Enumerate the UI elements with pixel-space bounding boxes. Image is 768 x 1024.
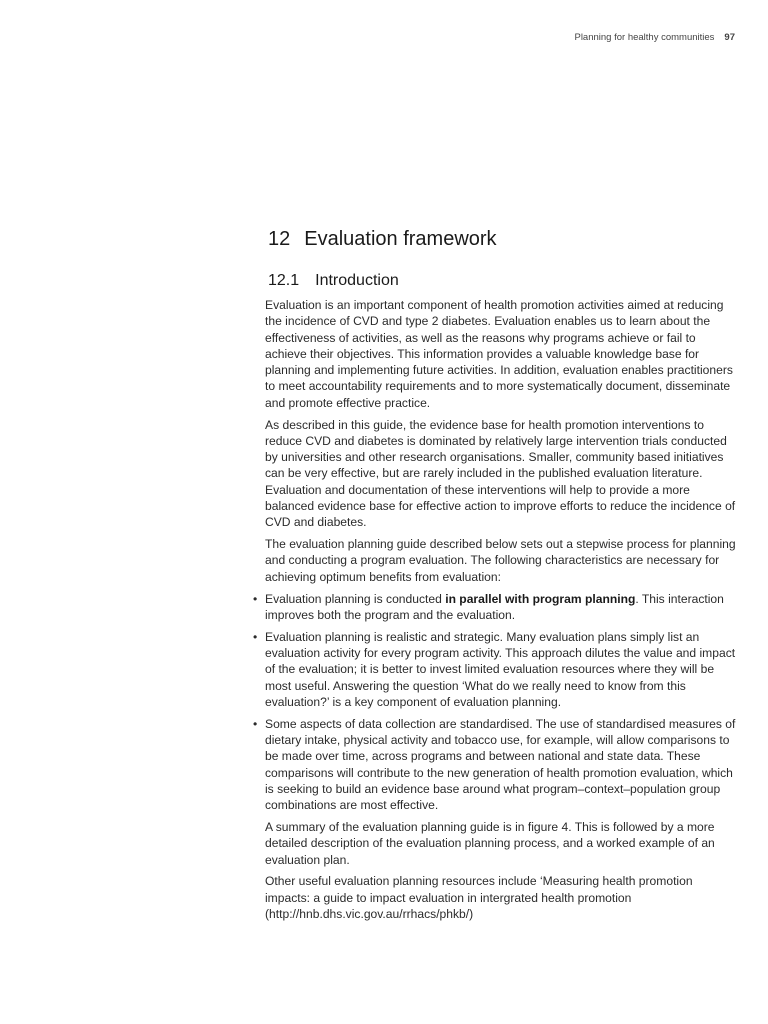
list-item	[253, 716, 739, 814]
section-title-text: Introduction	[315, 272, 399, 289]
running-header	[574, 32, 735, 43]
chapter-number: 12	[268, 228, 291, 250]
list-item-emphasis: in parallel with program planning	[445, 591, 636, 606]
characteristics-list	[253, 591, 739, 814]
list-item-text: Evaluation planning is conducted	[265, 591, 446, 606]
list-item	[253, 629, 739, 710]
running-title: Planning for healthy communities	[574, 32, 715, 43]
chapter-title	[268, 228, 497, 251]
list-item-text: Some aspects of data collection are standardised. The use of standardised measures of dietary intake, physical activity and tobacco use, for example, will allow comparisons to be made over time, across programs and between national and state data. These comparisons will contribute to the new generation of health promotion evaluation, which is seeking to build an evidence base around what program–context–population group combinations are most effective.	[265, 716, 736, 813]
section-title	[268, 272, 399, 290]
paragraph: A summary of the evaluation planning guide is in figure 4. This is followed by a more detailed description of the evaluation planning process, and a worked example of an evaluation plan.	[265, 819, 715, 867]
page-number: 97	[724, 32, 735, 43]
list-item	[253, 591, 739, 624]
section-number: 12.1	[268, 272, 300, 289]
list-item-text: . This interaction improves both the program and the evaluation.	[265, 591, 724, 622]
bullet-marker: •	[253, 629, 258, 644]
paragraph: The evaluation planning guide described below sets out a stepwise process for planning and conducting a program evaluation. The following characteristics are necessary for achieving optimum benefits from evaluation:	[265, 537, 736, 584]
chapter-title-text: Evaluation framework	[304, 228, 497, 250]
list-item-text: Evaluation planning is realistic and strategic. Many evaluation plans simply list an evaluation activity for every program activity. This approach dilutes the value and impact of the evaluation; it is better to invest limited evaluation resources where they will be most useful. Answering the question ‘What do we really need to know from this evaluation?’ is a key component of evaluation planning.	[265, 629, 736, 709]
bullet-marker: •	[253, 716, 258, 731]
body-text	[253, 297, 739, 928]
paragraph: Other useful evaluation planning resources include ‘Measuring health promotion impacts: a guide to impact evaluation in intergrated health promotion (http://hnb.dhs.vic.gov.au/rrhacs/phkb/)	[265, 874, 693, 921]
paragraph: Evaluation is an important component of health promotion activities aimed at reducing the incidence of CVD and type 2 diabetes. Evaluation enables us to learn about the effectiveness of activities, as well as the reasons why programs achieve or fail to achieve their objectives. This information provides a valuable knowledge base for planning and implementing future activities. In addition, evaluation enables practitioners to meet accountability requirements and to more systematically document, disseminate and promote effective practice.	[265, 298, 733, 410]
paragraph: As described in this guide, the evidence base for health promotion interventions to reduce CVD and diabetes is dominated by relatively large intervention trials conducted by universities and other research organisations. Smaller, community based initiatives can be very effective, but are rarely included in the published evaluation literature. Evaluation and documentation of these interventions will help to provide a more balanced evidence base for effective action to improve efforts to reduce the incidence of CVD and diabetes.	[265, 417, 736, 530]
bullet-marker: •	[253, 591, 258, 606]
